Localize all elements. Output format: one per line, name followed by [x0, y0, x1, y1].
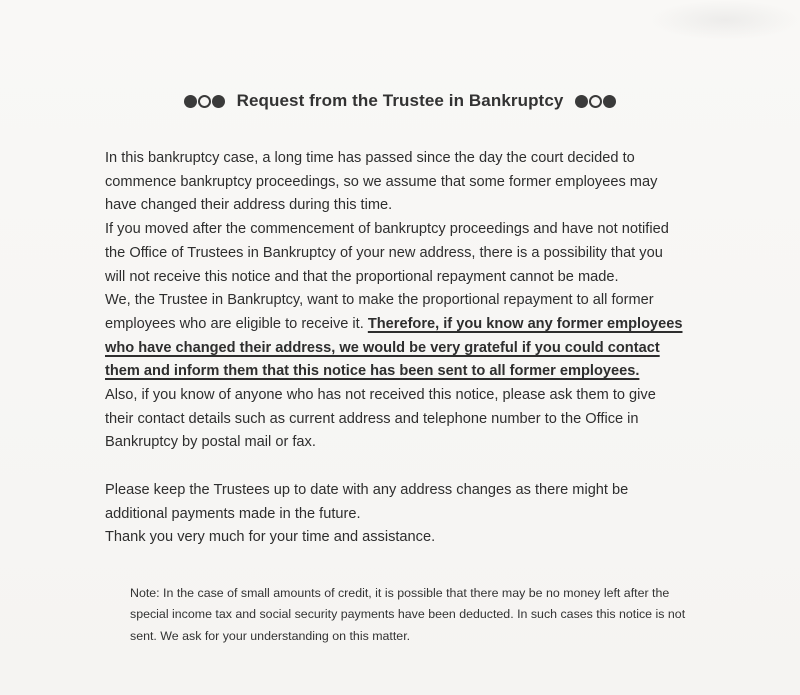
- filled-dot-icon: [184, 95, 197, 108]
- hollow-dot-icon: [589, 95, 602, 108]
- filled-dot-icon: [212, 95, 225, 108]
- paragraph-keep-updated: Please keep the Trustees up to date with any address changes as there might be additional payments made in the future.: [105, 481, 629, 522]
- paragraph-repayment-emphasis: Therefore, if you know any former employees who have changed their address, we would be very grateful if you could contact them and inform them that this notice has been sent to all former employees.: [105, 315, 683, 380]
- title-row: [0, 91, 800, 113]
- right-dots-icon: [574, 93, 616, 113]
- hollow-dot-icon: [198, 95, 211, 108]
- paragraph-repayment: [105, 289, 685, 384]
- note-text: Note: In the case of small amounts of credit, it is possible that there may be no money left after the special income tax and social security payments have been deducted. In such cases this notice is not sent. We ask for your understanding on this matter.: [130, 586, 686, 643]
- body-text: [105, 147, 685, 550]
- left-dots-icon: [184, 93, 226, 113]
- filled-dot-icon: [575, 95, 588, 108]
- paragraph-thanks: Thank you very much for your time and assistance.: [105, 529, 436, 546]
- paragraph-repayment-plain: We, the Trustee in Bankruptcy, want to make the proportional repayment to all former employees who are eligible to receive it.: [105, 292, 654, 332]
- filled-dot-icon: [603, 95, 616, 108]
- paragraph-moved: If you moved after the commencement of bankruptcy proceedings and have not notified the Office of Trustees in Bankruptcy of your new address, there is a possibility that you will not receive this notice and that the proportional repayment cannot be made.: [105, 221, 669, 285]
- paragraph-intro: In this bankruptcy case, a long time has passed since the day the court decided to commence bankruptcy proceedings, so we assume that some former employees may have changed their address during this time.: [105, 150, 658, 214]
- scan-smudge: [650, 0, 800, 40]
- paragraph-contact: Also, if you know of anyone who has not received this notice, please ask them to give their contact details such as current address and telephone number to the Office in Bankruptcy by postal mail or fax.: [105, 387, 656, 451]
- page-title: Request from the Trustee in Bankruptcy: [236, 91, 564, 110]
